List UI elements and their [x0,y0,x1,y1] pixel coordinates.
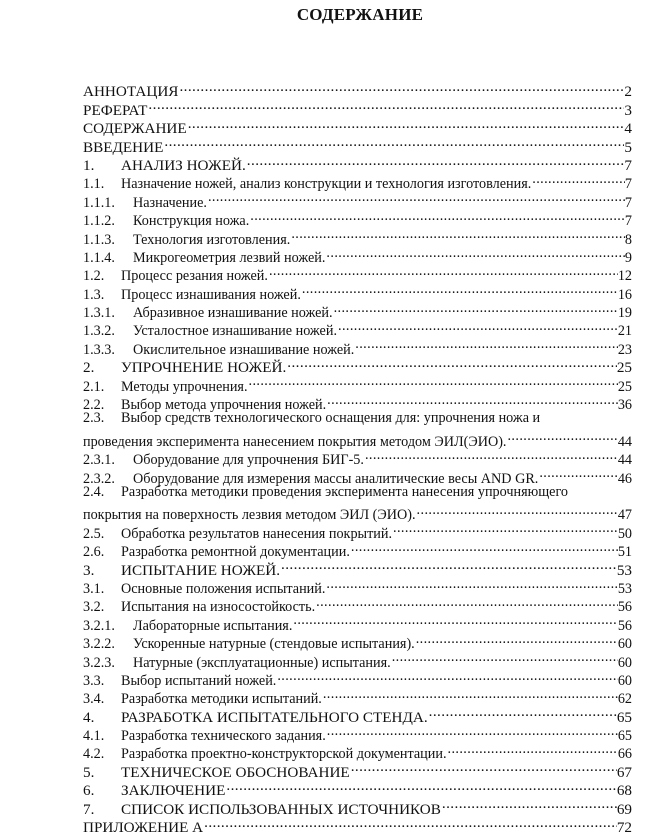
section-number: 2.4. [83,483,105,500]
page-number: 56 [617,599,632,616]
page-number: 51 [617,544,632,561]
dot-leader [268,262,618,280]
dot-leader [292,611,617,629]
section-number: 2.5. [83,525,105,542]
section-title: СПИСОК ИСПОЛЬЗОВАННЫХ ИСТОЧНИКОВ [121,800,441,818]
dot-leader [416,501,618,519]
section-number: 1.3. [83,286,105,303]
dot-leader [280,556,617,574]
dot-leader [354,335,618,353]
page-number: 3 [624,101,632,119]
section-title: Процесс изнашивания ножей. [121,286,301,303]
section-title: Разработка методики проведения эксперимента нанесения упрочняющего [121,483,569,500]
section-title: Конструкция ножа. [133,213,250,230]
dot-leader [325,244,624,262]
section-title: Разработка ремонтной документации. [121,544,350,561]
dot-leader [391,648,618,666]
section-title: Назначение. [133,194,207,211]
section-title: Выбор средств технологического оснащения для: упрочнения ножа и [121,410,541,427]
toc-entry[interactable] [83,78,632,101]
section-number: 2.3.2. [83,470,115,487]
dot-leader [225,777,616,795]
dot-leader [322,685,618,703]
dot-leader [428,703,617,721]
toc-entry[interactable] [83,133,632,156]
dot-leader [326,391,618,409]
page-number: 19 [617,305,632,322]
dot-leader [531,170,625,188]
section-number: 1.1. [83,176,105,193]
page-number: 9 [624,249,632,266]
section-title: АНАЛИЗ НОЖЕЙ. [121,156,246,174]
page-number: 50 [617,525,632,542]
dot-leader [286,354,617,372]
toc-entry[interactable] [83,483,632,501]
section-title: Технология изготовления. [133,231,291,248]
dot-leader [163,133,624,151]
section-number: 1.3.1. [83,305,115,322]
section-title: Процесс резания ножей. [121,268,268,285]
section-number: 1.3.3. [83,341,115,358]
section-title: Испытания на износостойкость. [121,599,316,616]
section-title-continued: проведения эксперимента нанесением покрытия методом ЭИЛ(ЭИО). [83,433,507,450]
page-number: 56 [617,617,632,634]
section-number: 3.2. [83,599,105,616]
dot-leader [350,758,617,776]
section-number: 3. [83,561,95,579]
dot-leader [326,722,618,740]
dot-leader [350,538,618,556]
page-number: 2 [624,83,632,101]
section-number: 3.2.1. [83,617,115,634]
section-title: Выбор метода упрочнения ножей. [121,397,327,414]
section-title: РАЗРАБОТКА ИСПЫТАТЕЛЬНОГО СТЕНДА. [121,708,428,726]
section-number: 1.1.4. [83,249,115,266]
toc-entry-continuation[interactable] [83,427,632,450]
page-number: 7 [624,156,632,174]
dot-leader [415,630,618,648]
section-number: 2.1. [83,378,105,395]
page-number: 23 [617,341,632,358]
toc-entry[interactable] [83,152,632,174]
section-title: УПРОЧНЕНИЕ НОЖЕЙ. [121,359,287,377]
page-number: 46 [617,470,632,487]
section-title: Разработка технического задания. [121,728,326,745]
section-title: Оборудование для измерения массы аналитические весы AND GR. [133,470,539,487]
dot-leader [364,446,618,464]
page-number: 65 [617,728,632,745]
section-title: Натурные (эксплуатационные) испытания. [133,654,391,671]
dot-leader [187,115,625,133]
section-title: Назначение ножей, анализ конструкции и технология изготовления. [121,176,532,193]
section-number: 1. [83,156,95,174]
page-number: 68 [616,782,632,800]
dot-leader [290,225,625,243]
toc-entry-continuation[interactable] [83,501,632,524]
section-number: 1.1.2. [83,213,115,230]
dot-leader [207,188,625,206]
dot-leader [441,795,617,813]
section-number: 3.1. [83,580,105,597]
page-number: 65 [616,708,632,726]
page-number: 4 [624,120,632,138]
section-title: ЗАКЛЮЧЕНИЕ [121,782,226,800]
page-number: 16 [617,286,632,303]
toc-entry[interactable] [83,409,632,427]
page-number: 67 [616,763,632,781]
dot-leader [538,464,617,482]
page-number: 7 [624,213,632,230]
dot-leader [246,152,625,170]
section-title: ИСПЫТАНИЕ НОЖЕЙ. [121,561,281,579]
section-title: ВВЕДЕНИЕ [83,138,164,156]
dot-leader [337,317,618,335]
section-title: Оборудование для упрочнения БИГ-5. [133,452,364,469]
page-number: 60 [617,654,632,671]
section-number: 7. [83,800,95,818]
table-of-contents [83,78,632,837]
page-number: 53 [617,580,632,597]
dot-leader [248,372,618,390]
section-number: 2. [83,359,95,377]
section-number: 1.1.3. [83,231,115,248]
page-number: 66 [617,746,632,763]
section-number: 1.2. [83,268,105,285]
dot-leader [301,280,618,298]
section-title: Окислительное изнашивание ножей. [133,341,355,358]
dot-leader [333,299,618,317]
toc-entry[interactable] [83,96,632,119]
section-number: 5. [83,763,95,781]
section-number: 3.2.3. [83,654,115,671]
page-number: 5 [624,138,632,156]
dot-leader [147,96,624,114]
section-number: 2.3. [83,410,105,427]
section-title: РЕФЕРАТ [83,101,148,119]
toc-entry[interactable] [83,115,632,138]
section-title: ТЕХНИЧЕСКОЕ ОБОСНОВАНИЕ [121,763,350,781]
page-number: 44 [617,433,632,450]
dot-leader [315,593,618,611]
section-title: Микрогеометрия лезвий ножей. [133,249,326,266]
section-number: 3.2.2. [83,636,115,653]
section-title: Разработка методики испытаний. [121,691,322,708]
page-number: 12 [617,268,632,285]
section-title: АННОТАЦИЯ [83,83,179,101]
section-number: 4. [83,708,95,726]
page-number: 60 [617,636,632,653]
page-title: СОДЕРЖАНИЕ [296,5,424,24]
section-number: 2.6. [83,544,105,561]
section-number: 3.3. [83,672,105,689]
section-title: Обработка результатов нанесения покрытий. [121,525,393,542]
dot-leader [178,78,624,96]
page-number: 60 [617,672,632,689]
section-title: Абразивное изнашивание ножей. [133,305,333,322]
page-number: 25 [617,378,632,395]
section-title: ПРИЛОЖЕНИЕ А [83,819,204,837]
dot-leader [249,207,625,225]
dot-leader [392,519,618,537]
section-title: Разработка проектно-конструкторской документации. [121,746,447,763]
section-number: 2.2. [83,397,105,414]
section-number: 6. [83,782,95,800]
page-number: 36 [617,397,632,414]
section-title: Усталостное изнашивание ножей. [133,323,337,340]
dot-leader [325,575,617,593]
page-number: 7 [624,176,632,193]
section-number: 4.2. [83,746,105,763]
section-number: 4.1. [83,728,105,745]
page-number: 53 [616,561,632,579]
page-number: 62 [617,691,632,708]
section-title: Ускоренные натурные (стендовые испытания). [133,636,415,653]
page-number: 47 [617,507,632,524]
page-number: 25 [616,359,632,377]
dot-leader [447,740,618,758]
section-number: 1.1.1. [83,194,115,211]
page-number: 21 [617,323,632,340]
section-title: Основные положения испытаний. [121,580,326,597]
page-number: 44 [617,452,632,469]
dot-leader [276,667,617,685]
section-title-continued: покрытия на поверхность лезвия методом ЭИЛ (ЭИО). [83,507,416,524]
section-title: Выбор испытаний ножей. [121,672,277,689]
page-number: 8 [624,231,632,248]
section-number: 2.3.1. [83,452,115,469]
section-title: Методы упрочнения. [121,378,248,395]
page-number: 7 [624,194,632,211]
section-number: 1.3.2. [83,323,115,340]
page-number: 72 [616,819,632,837]
section-number: 3.4. [83,691,105,708]
page-number: 69 [616,800,632,818]
dot-leader [506,427,617,445]
section-title: СОДЕРЖАНИЕ [83,120,187,138]
section-title: Лабораторные испытания. [133,617,293,634]
dot-leader [203,814,617,832]
